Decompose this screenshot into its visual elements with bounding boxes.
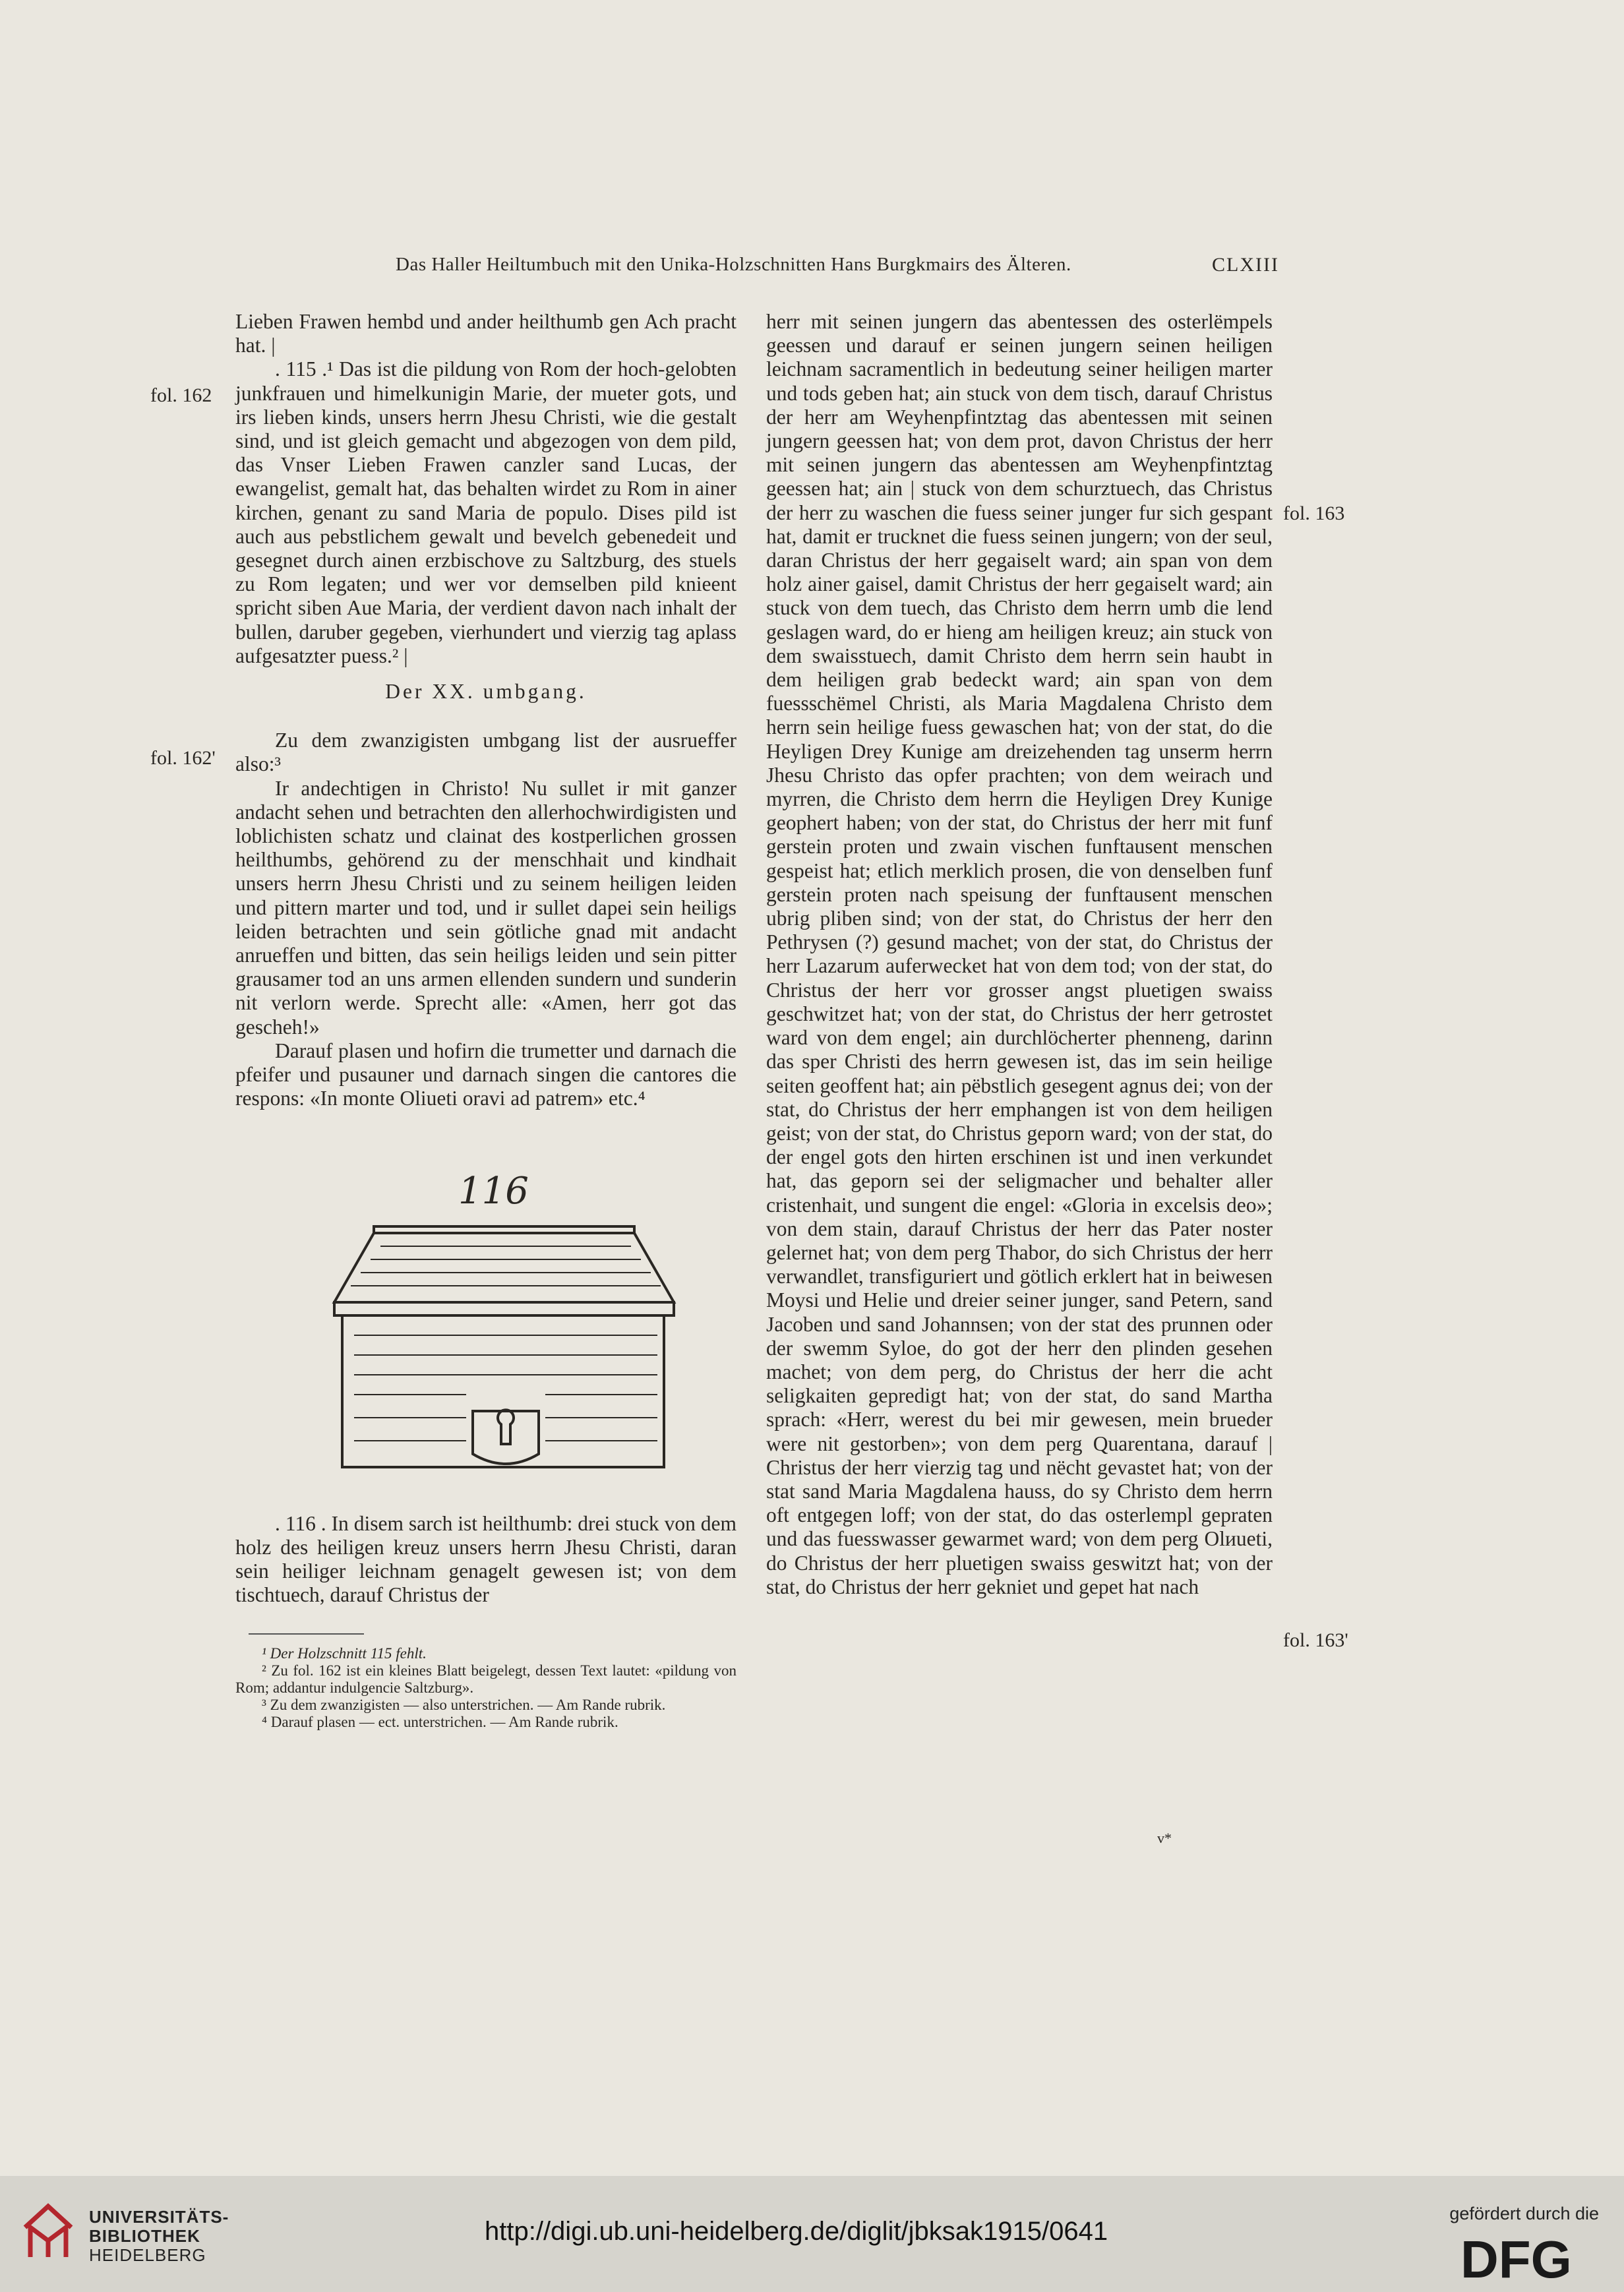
paragraph: Darauf plasen und hofirn die trumetter und darnach die pfeifer und pusauner und darnach singen die cantores die respons: «In monte Oliueti oravi ad patrem» etc.⁴ (235, 1039, 737, 1110)
footnote-divider (249, 1633, 364, 1635)
running-header (396, 254, 1279, 276)
dfg-logo-text: DFG (1460, 2235, 1572, 2281)
paragraph: Lieben Frawen hembd und ander heilthumb gen Ach pracht hat. | (235, 310, 737, 357)
library-name[interactable] (89, 2208, 229, 2265)
footnotes (235, 1645, 737, 1731)
permalink-url[interactable]: http://digi.ub.uni-heidelberg.de/diglit/jbksak1915/0641 (485, 2217, 1108, 2246)
woodcut-number: 116 (458, 1169, 529, 1213)
paragraph-continued: herr mit seinen jungern das abentessen des osterlëmpels geessen und darauf er seinen jungern seinen heiligen leichnam sacramentlich in bedeutung seiner heiligen marter und tods geben hat; ain stuck von dem tisch, darauf Christus der herr am Weyhenpfintztag das abentessen mit seinen jungern geessen hat; von dem prot, davon Christus der herr mit seinen jungern das abentessen am Weyhenpfintztag geessen hat; ain | stuck von dem schurztuech, das Christus der herr zu waschen die fuess seiner junger fur sich gespant hat, damit er trucknet die fuess seinen jungern; von der seul, daran Christus der herr gegaiselt ward; ain span von dem holz ainer gaisel, damit Christus der herr gegaiselt ward; ain stuck von dem tuech, das Christo dem herrn umb die lend geslagen ward, do er hieng am heiligen kreuz; ain stuck von dem swaisstuech, damit Christo dem herrn sein haubt in dem heiligen grab bedeckt ward; ain span von dem fuessschëmel Christi, als Maria Magdalena Christo dem herrn sein heilige fuess gewaschen hat; von der stat, do die Heyligen Drey Kunige am dreizehenden tag unserm herrn Jhesu Christo das opfer prachten; von dem weirach und myrren, die Christo dem herrn die Heyligen Drey Kunige geophert haben; von der stat, do Christus der herr mit funf gerstein proten und zwain vischen funftausent menschen gespeist hat; etlich merklich prosen, die von denselben funf gerstein proten nach speisung der funftausent menschen ubrig pliben sind; von der stat, do Christus der herr den Pethrysen (?) gesund machet; von der stat, do Christus der herr Lazarum auferwecket hat von dem tod; von der stat, do Christus der herr vor grosser angst pluetigen swaiss geschwitzet hat; von der stat, do Christus der herr getrostet ward von dem engel; ain durchlöcherter phenneng, darinn das sper Christi des herrn gewesen ist, das im sein heilige seiten geoffent hat; ain pëbstlich gesegent agnus dei; von der stat, do Christus der herr emphangen ist von dem heiligen geist; von der stat, do Christus geporn ward; von der stat, do der engel gots den hirten erschinen ist und inen verkundet hat, das geporn sei der seligmacher und behalter aller cristenhait, und sungent die engel: «Gloria in excelsis deo»; von dem stain, darauf Christus der herr das Pater noster gelernet hat; von dem perg Thabor, do sich Christus der herr verwandlet, transfiguriert und götlich erklert hat in beiwesen Moysi und Helie und dreier seiner junger, sand Petern, sand Jacoben und sand Johannsen; von der stat des prunnen oder der swemm Syloe, do got der herr den plinden gesehen machet; von dem perg, do Christus der herr die acht seligkaiten gepredigt hat; von der stat, do sand Martha sprach: «Herr, werest du bei mir gewesen, mein brueder were nit gestorben»; von dem perg Quarentana, darauf | Christus der herr vierzig tag und nëcht gevastet hat; von der stat sand Maria Magdalena hauss, do sy Christo dem herrn oft entgegen loff; von der stat, do das osterlempl gepraten und das fuesswasser gewarmet ward; von dem perg Olиueti, do Christus der herr pluetigen swaiss geswitzt hat; von der stat, do Christus der herr gekniet und gepet hat nach (766, 310, 1273, 1598)
paragraph: Zu dem zwanzigisten umbgang list der ausrueffer also:³ (235, 729, 737, 776)
margin-note-fol-162: fol. 162 (150, 384, 212, 406)
library-name-line-3: HEIDELBERG (89, 2245, 206, 2265)
page-number: CLXIII (1212, 254, 1279, 276)
library-name-line-2: BIBLIOTHEK (89, 2226, 200, 2246)
funding-label: gefördert durch die (1449, 2204, 1599, 2223)
footnote-4: ⁴ Darauf plasen — ect. unterstrichen. — Am Rande rubrik. (262, 1714, 618, 1731)
library-name-line-1: UNIVERSITÄTS- (89, 2207, 229, 2227)
footnote-3: ³ Zu dem zwanzigisten — also unterstrichen. — Am Rande rubrik. (262, 1697, 666, 1714)
paragraph: Ir andechtigen in Christo! Nu sullet ir mit ganzer andacht sehen und betrachten den allerhochwirdigisten und loblichisten schatz und clainat des kostperlichen grossen heilthumbs, gehörend zu der menschhait und kindhait unsers herrn Jhesu Christi und zu seinem heiligen leiden und pittern marter und tod, und ir sullet dapei sein heiligs leiden betrachten und sein götliche gnad mit andacht anrueffen und bitten, das sein heiligs leiden und sein pitter grausamer tod an uns armen ellenden sundern und sunderin nit verlorn werde. Sprecht alle: «Amen, herr got das gescheh!» (235, 776, 737, 1039)
section-heading: Der XX. umbgang. (385, 680, 587, 704)
woodcut-reliquary-chest (328, 1157, 697, 1500)
margin-note-fol-163: fol. 163 (1283, 502, 1345, 524)
dfg-logo-icon[interactable] (1460, 2235, 1599, 2285)
signature-mark: v* (1157, 1830, 1172, 1846)
paragraph-116: . 116 . In disem sarch ist heilthumb: drei stuck von dem holz des heiligen kreuz unsers herrn Jhesu Christi, daran sein heiliger leichnam genagelt gewesen ist; von dem tischtuech, darauf Christus der (235, 1511, 737, 1607)
paragraph-115: . 115 .¹ Das ist die pildung von Rom der hoch-gelobten junkfrauen und himelkunigin Marie, der mueter gots, und irs lieben kinds, unsers herrn Jhesu Christi, wie die gestalt sind, und ist gleich gemacht und abgezogen von dem pild, das Vnser Lieben Frawen canzler sand Lucas, der ewangelist, gemalt hat, das behalten wirdet zu Rom in ainer kirchen, genant zu sand Maria de populo. Dises pild ist auch aus pebstlichem gewalt und bevelch gebenedeit und gesegnet durch ainen erzbischove zu Saltzburg, des stuels zu Rom legaten; und wer vor demselben pild knieent spricht siben Aue Maria, der verdient davon nach inhalt der bullen, daruber gegeben, vierhundert und vierzig tag aplass aufgesatzter puess.² | (235, 357, 737, 667)
running-title: Das Haller Heiltumbuch mit den Unika-Holzschnitten Hans Burgkmairs des Älteren. (396, 254, 1071, 275)
footnote-2: ² Zu fol. 162 ist ein kleines Blatt beigelegt, dessen Text lautet: «pildung von Rom; addantur indulgencie Saltzburg». (235, 1662, 737, 1697)
margin-note-fol-162v: fol. 162' (150, 747, 216, 769)
margin-note-fol-163v: fol. 163' (1283, 1629, 1348, 1651)
footer-bar (0, 2176, 1624, 2292)
left-column (235, 310, 737, 1731)
right-column (766, 310, 1273, 1599)
footnote-1: ¹ Der Holzschnitt 115 fehlt. (262, 1645, 427, 1662)
ub-heidelberg-logo-icon[interactable] (18, 2201, 79, 2265)
